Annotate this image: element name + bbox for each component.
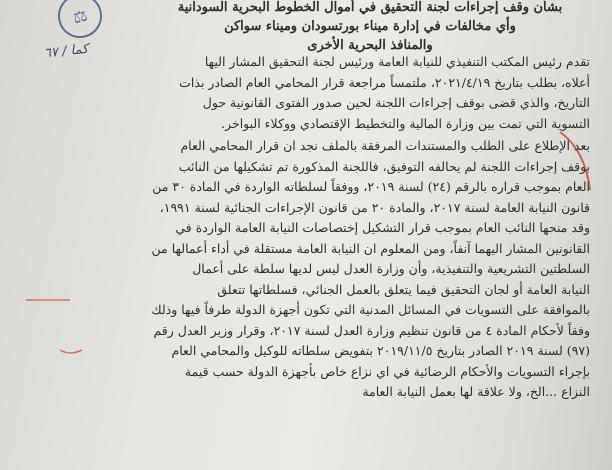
paragraph-2 <box>30 136 590 403</box>
handwritten-reference: ﻛﻤﺎ / ٦٧ <box>43 41 89 62</box>
heading-line: وأي مخالفات في إدارة ميناء بورتسودان وميناء سواكن <box>224 19 516 34</box>
text-line: أعلاه، بطلب بتاريخ ٢٠٢١/٤/١٩، ملتمساً مراجعة قرار المحامي العام الصادر بذات <box>179 74 590 90</box>
text-line: بعد الإطلاع على الطلب والمستندات المرفقة بالملف نجد ان قرار المحامي العام <box>180 138 590 153</box>
text-line: السلطتين التشريعية والتنفيذية، وأن وزارة العدل ليس لديها سلطة على أعمال <box>192 261 590 276</box>
document-body <box>30 52 590 403</box>
text-line: بالموافقة على التسويات في المسائل المدنية التي تكون أجهزة الدولة طرفاً فيها وذلك <box>151 302 590 317</box>
text-line: النيابة العامة أو لجان التحقيق فيما يتعلق بالعمل الجنائي، فسلطاتها تتعلق <box>217 281 590 297</box>
heading-line: بشأن وقف إجراءات لجنة التحقيق في أموال الخطوط البحرية السودانية <box>177 0 563 15</box>
text-line: تقدم رئيس المكتب التنفيذي للنيابة العامة ورئيس لجنة التحقيق المشار اليها <box>204 54 590 69</box>
text-line: بوقف إجراءات اللجنة لم يحالفه التوفيق، فاللجنة المذكورة تم تشكيلها من النائب <box>178 158 590 174</box>
text-line: وقد منحها النائب العام بموجب قرار التشكيل إختصاصات النيابة العامة الواردة في <box>175 220 590 235</box>
text-line: النزاع ...الخ، ولا علاقة لها بعمل النيابة العامة <box>362 384 590 399</box>
text-line: بإجراء التسويات والأحكام الرضائية في اي نزاع خاص بأجهزة الدولة حسب قيمة <box>184 363 590 379</box>
text-line: وفقاً لأحكام المادة ٤ من قانون تنظيم وزارة العدل لسنة ٢٠١٧، وقرار وزير العدل رقم <box>153 322 590 338</box>
document-heading <box>150 0 590 55</box>
text-line: القانونين المشار اليهما آنفاً، ومن المعلوم ان النيابة العامة مستقلة في أداء أعمالها من <box>151 240 590 256</box>
text-line: التاريخ، والذي قضى بوقف إجراءات اللجنة لحين صدور الفتوى القانونية حول <box>202 95 590 110</box>
text-line: (٩٧) لسنة ٢٠١٩ الصادر بتاريخ ٢٠١٩/١١/٥ بتفويض سلطاته للوكيل والمحامي العام <box>171 343 590 358</box>
text-line: قانون النيابة العامة لسنة ٢٠١٧، والمادة ٢٠ من قانون الإجراءات الجنائية لسنة ١٩٩١، <box>159 199 590 215</box>
scales-emblem-icon: ⚖ <box>53 0 106 43</box>
heading-line: والمنافذ البحرية الأخرى <box>307 38 433 53</box>
text-line: العام بموجب قراره بالرقم (٢٤) لسنة ٢٠١٩، ووفقاً لسلطاته الواردة في المادة ٣٠ من <box>152 179 590 194</box>
text-line: التسوية التي تمت بين وزارة المالية والتخطيط الإقتصادي ووكلاء البواخر. <box>221 115 590 131</box>
paragraph-1 <box>30 52 590 134</box>
